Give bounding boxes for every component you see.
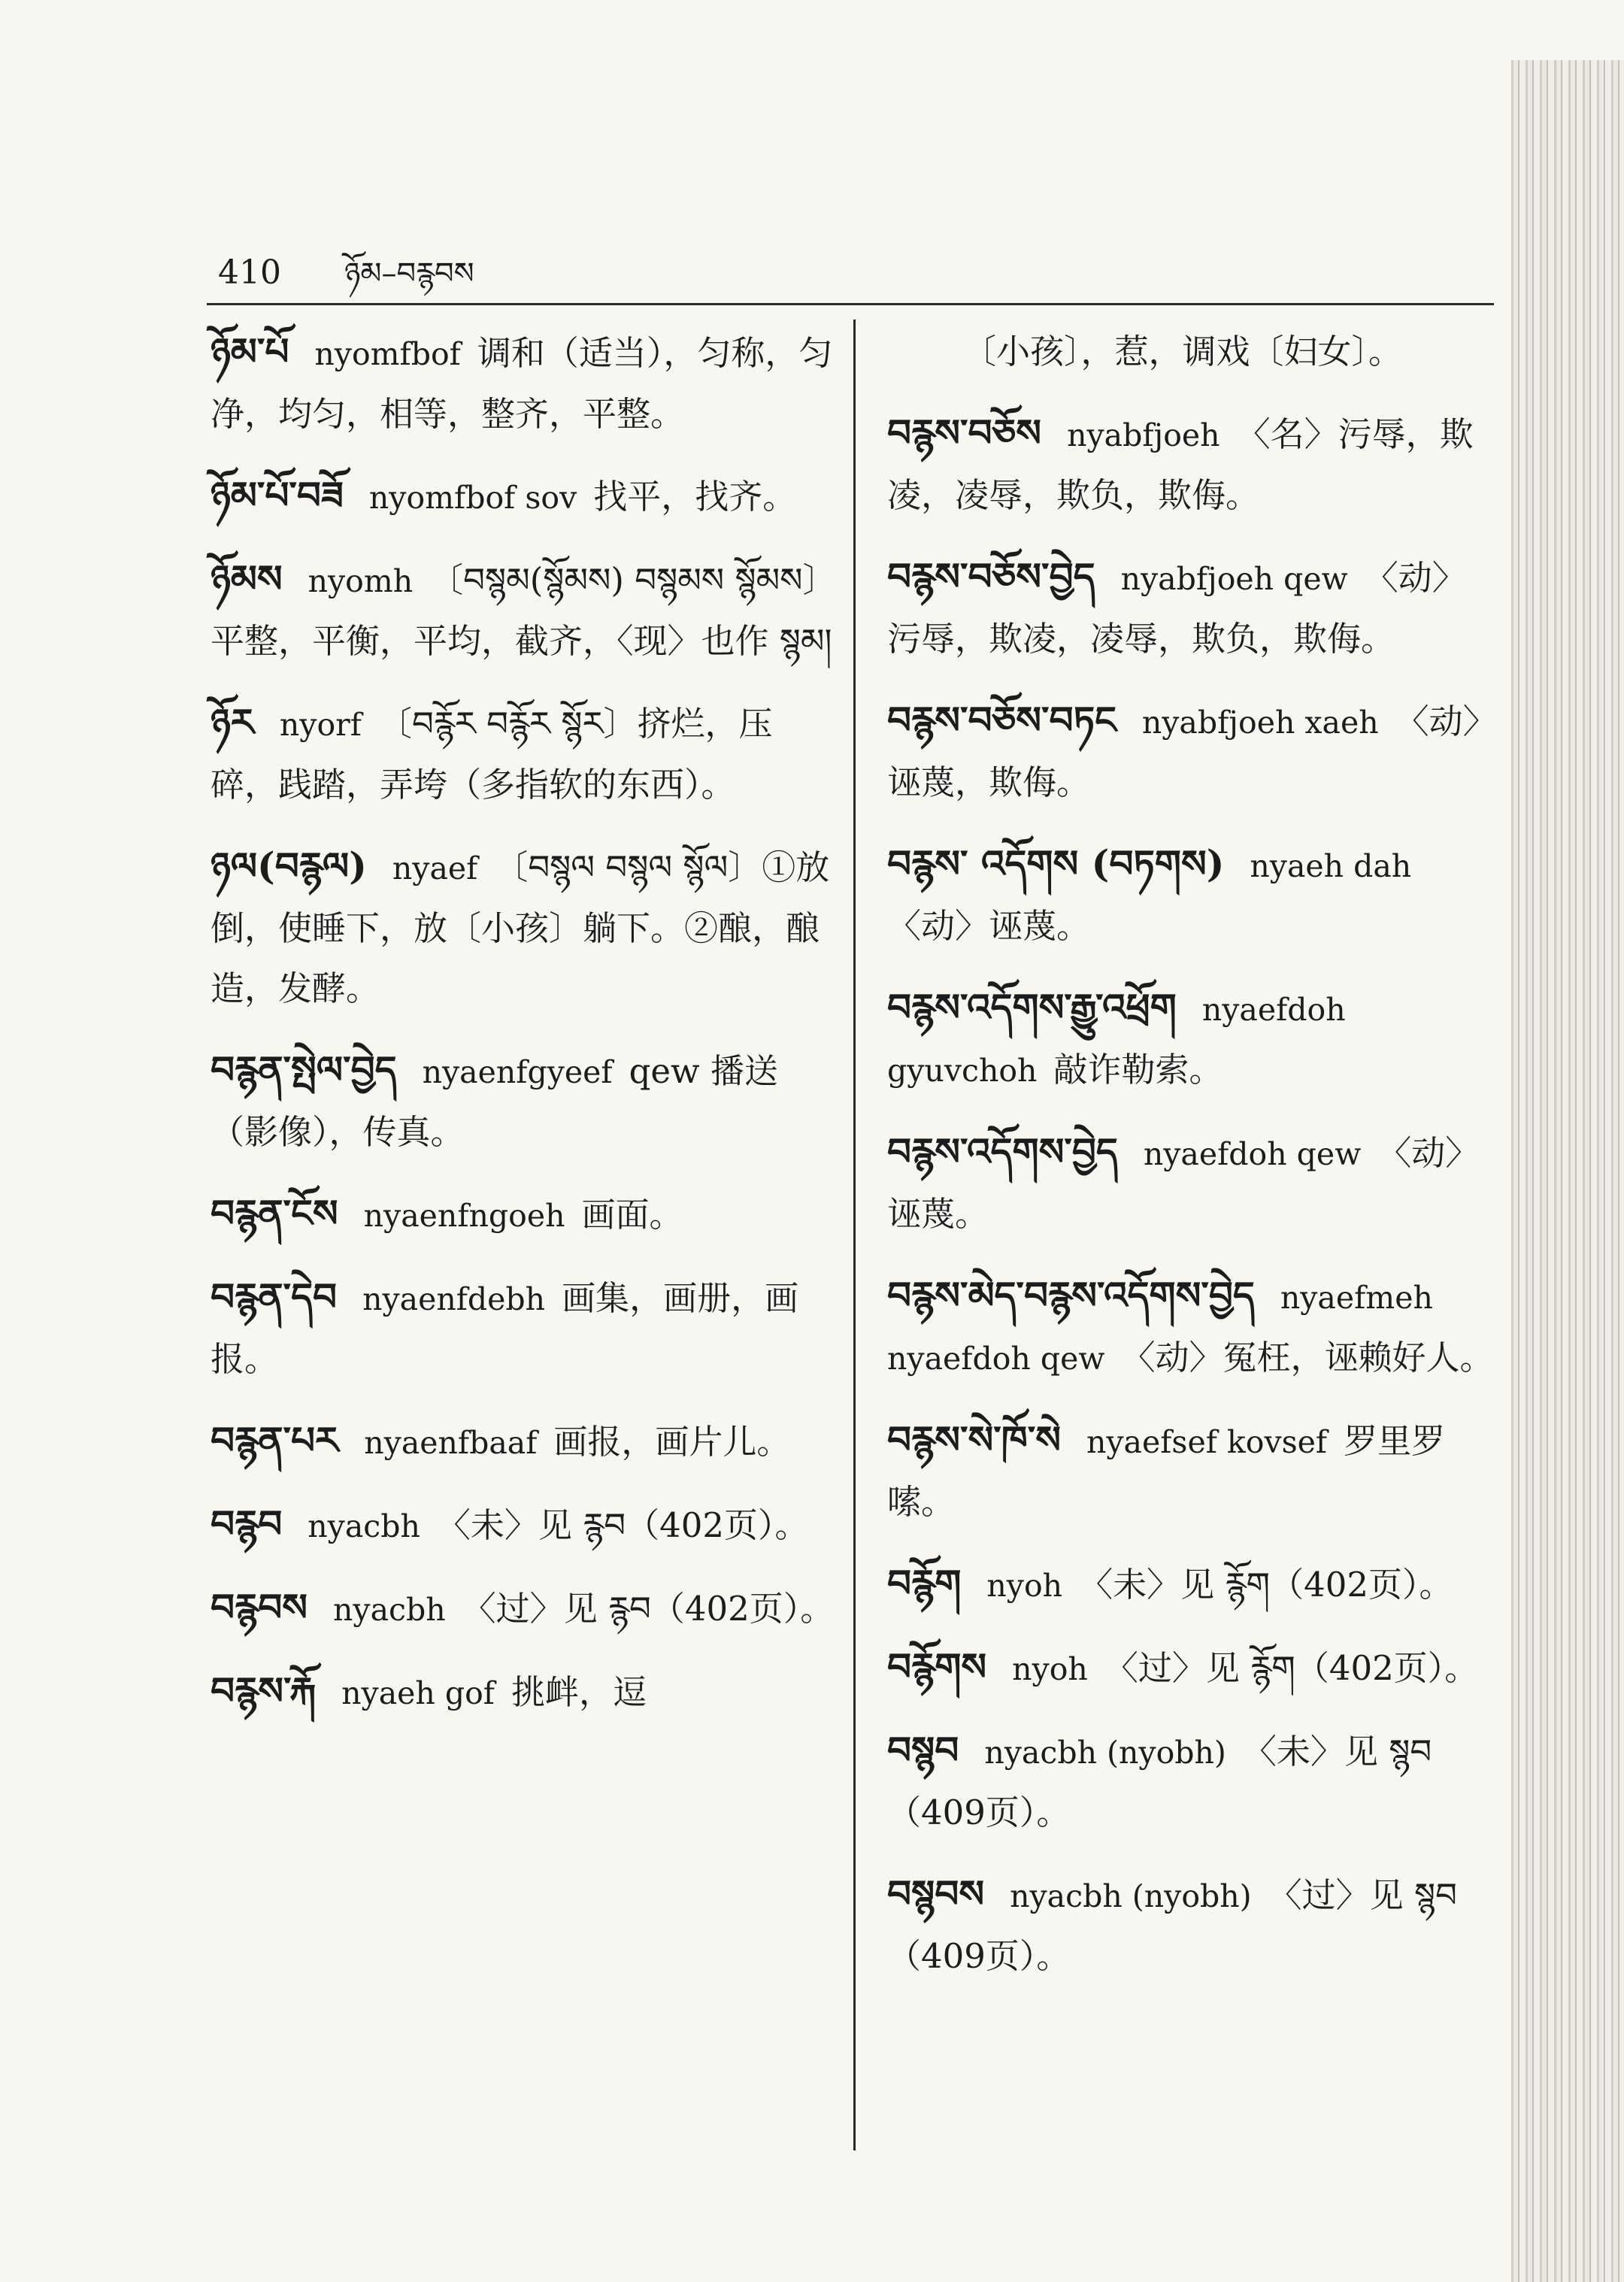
- dictionary-entry: [887, 690, 1496, 813]
- entry-definition: 画面。: [581, 1195, 683, 1235]
- entry-continuation: 〔小孩〕，惹，调戏〔妇女〕。: [962, 332, 1403, 371]
- entry-headword: བརྙན་སྤེལ་བྱེད: [211, 1047, 397, 1092]
- entry-romanization: nyaefdoh gyuvchoh: [887, 992, 1346, 1089]
- entry-definition: 〈未〉见 རྙོག（402页）。: [1079, 1565, 1453, 1605]
- dictionary-entry: [887, 1864, 1496, 1987]
- entry-romanization: nyaenfngoeh: [363, 1198, 565, 1234]
- entry-headword: བརྙབས: [211, 1585, 308, 1629]
- entry-headword: ཉལ(བརྙལ): [211, 844, 367, 888]
- dictionary-entry: [887, 547, 1496, 669]
- entry-definition: 〈过〉见 རྙབ（402页）。: [462, 1589, 835, 1629]
- entry-headword: ཉོམ་པོ་བཟོ: [211, 473, 344, 517]
- entry-definition: 找平，找齐。: [593, 477, 797, 517]
- entry-definition: 〔བསྙལ བསྙལ སྙོལ〕①放倒，使睡下，放〔小孩〕躺下。②酿，酿造，发酵。: [211, 847, 830, 1008]
- entry-headword: བརྙས་ འདོགས (བཏགས): [887, 841, 1225, 886]
- entry-headword: ཉོར: [211, 700, 254, 744]
- entry-definition: 画报，画片儿。: [553, 1422, 791, 1462]
- entry-definition: 〈动〉诬蔑。: [887, 1133, 1480, 1234]
- entry-definition: 〈名〉污辱，欺凌，凌辱，欺负，欺侮。: [887, 414, 1474, 515]
- entry-headword: བརྙན་ངོས: [211, 1191, 338, 1235]
- entry-headword: བརྙས་འདོགས་བྱེད: [887, 1129, 1118, 1174]
- dictionary-entry: [211, 692, 835, 815]
- entry-romanization: nyomfbof sov: [368, 480, 577, 516]
- entry-definition: 〔བརྙོར བརྙོར སྙོར〕挤烂，压碎，践踏，弄垮（多指软的东西）。: [211, 704, 773, 805]
- dictionary-entry: [887, 1410, 1496, 1532]
- page-edge-shadow: [1511, 60, 1624, 2282]
- dictionary-entry: [211, 836, 835, 1019]
- entry-romanization: nyaenfgyeef: [422, 1054, 613, 1090]
- entry-headword: བརྙན་པར: [211, 1418, 339, 1462]
- dictionary-entry: [887, 834, 1496, 956]
- entry-definition: 〈动〉污辱，欺凌，凌辱，欺负，欺侮。: [887, 558, 1466, 659]
- entry-romanization: nyaeh gof: [341, 1675, 495, 1711]
- dictionary-entry: [887, 1122, 1496, 1244]
- entry-definition: 画集，画册，画报。: [211, 1278, 799, 1379]
- entry-definition: 〈未〉见 རྙབ（402页）。: [436, 1505, 809, 1545]
- entry-headword: བསྙབ: [887, 1728, 959, 1772]
- right-column: [887, 322, 1496, 2008]
- entry-romanization: nyacbh (nyobh): [984, 1735, 1226, 1771]
- entry-romanization: nyaefmeh nyaefdoh qew: [887, 1280, 1433, 1377]
- entry-romanization: nyaenfbaaf: [364, 1425, 538, 1461]
- dictionary-entry: [211, 1183, 835, 1246]
- entry-definition: 〔བསྙམ(སྙོམས) བསྙམས སྙོམས〕平整，平衡，平均，截齐，〈现〉也作 སྙམ།: [211, 560, 832, 661]
- entry-definition: 〈过〉见 རྙོག（402页）。: [1104, 1648, 1479, 1688]
- entry-headword: ཉོམ་པོ: [211, 329, 289, 374]
- entry-romanization: nyacbh: [333, 1592, 446, 1628]
- entry-romanization: nyacbh: [308, 1508, 420, 1544]
- dictionary-entry: [211, 1577, 835, 1640]
- entry-definition: 〈动〉诬蔑。: [887, 906, 1091, 946]
- entry-definition: 〈过〉见 སྙབ（409页）。: [887, 1875, 1457, 1976]
- entry-headword: བསྙབས: [887, 1871, 985, 1916]
- entry-headword: བརྙོགས: [887, 1644, 987, 1689]
- dictionary-entry: [211, 1040, 835, 1162]
- entry-headword: བརྙས་བཅོས: [887, 411, 1042, 455]
- entry-romanization: nyaefsef kovsef: [1086, 1424, 1328, 1460]
- header-rule: [207, 303, 1494, 305]
- dictionary-entry: [211, 1267, 835, 1390]
- page-header: [218, 239, 474, 324]
- dictionary-entry: [211, 1661, 835, 1723]
- dictionary-entry: [887, 1720, 1496, 1843]
- entry-romanization: nyoh: [986, 1568, 1063, 1604]
- entry-definition: qew 播送（影像），传真。: [211, 1051, 778, 1152]
- entry-headword: བརྙོག: [887, 1561, 962, 1605]
- entry-definition: 〈动〉冤枉，诬赖好人。: [1121, 1338, 1494, 1377]
- entry-definition: 〈未〉见 སྙབ（409页）。: [887, 1732, 1432, 1832]
- entry-headword: བརྙས་བཅོས་བྱེད: [887, 554, 1095, 599]
- entry-romanization: nyaefdoh qew: [1143, 1136, 1362, 1172]
- dictionary-entry: [211, 1411, 835, 1473]
- running-head: ཉོམ–བརྙབས: [344, 256, 474, 291]
- entry-headword: བརྙས་འདོགས་རྒྱུ་འཕྲོག: [887, 985, 1177, 1029]
- entry-definition: 罗里罗嗦。: [887, 1421, 1446, 1522]
- entry-definition: 〈动〉诬蔑，欺侮。: [887, 702, 1480, 802]
- dictionary-entry: [887, 1265, 1496, 1389]
- entry-romanization: nyabfjoeh xaeh: [1141, 705, 1379, 741]
- column-divider: [853, 320, 856, 2150]
- dictionary-entry: [211, 1494, 835, 1556]
- entry-romanization: nyacbh (nyobh): [1010, 1878, 1252, 1914]
- entry-definition: 敲诈勒索。: [1053, 1050, 1223, 1089]
- dictionary-entry: [211, 465, 835, 528]
- entry-romanization: nyabfjoeh qew: [1120, 561, 1348, 597]
- entry-headword: བརྙན་དེབ: [211, 1274, 338, 1319]
- entry-headword: ཉོམས: [211, 556, 283, 601]
- dictionary-entry: [887, 977, 1496, 1101]
- entry-headword: བརྙབ: [211, 1502, 283, 1546]
- entry-definition: 调和（适当），匀称，匀净，均匀，相等，整齐，平整。: [211, 333, 833, 434]
- entry-romanization: nyabfjoeh: [1067, 417, 1220, 453]
- entry-definition: 挑衅，逗: [511, 1672, 647, 1712]
- dictionary-entry: [887, 1637, 1496, 1699]
- entry-romanization: nyoh: [1012, 1651, 1088, 1687]
- entry-romanization: nyaef: [392, 850, 478, 886]
- entry-headword: བརྙས་མེད་བརྙས་འདོགས་བྱེད: [887, 1273, 1255, 1317]
- page-number: 410: [218, 253, 281, 292]
- entry-romanization: nyomfbof: [314, 336, 461, 372]
- dictionary-entry: [211, 322, 835, 444]
- entry-headword: བརྙས་སེ་ཁོ་སེ: [887, 1417, 1061, 1462]
- entry-romanization: nyomh: [308, 563, 414, 599]
- entry-romanization: nyaenfdebh: [362, 1281, 546, 1317]
- entry-romanization: nyaeh dah: [1250, 848, 1412, 884]
- dictionary-entry: [887, 403, 1496, 526]
- entry-headword: བརྙས་རྐོ: [211, 1668, 317, 1713]
- dictionary-entry: [211, 549, 835, 671]
- entry-headword: བརྙས་བཅོས་བཏང: [887, 698, 1116, 742]
- dictionary-entry: [887, 1553, 1496, 1616]
- left-column: [211, 322, 835, 1744]
- entry-romanization: nyorf: [279, 707, 362, 743]
